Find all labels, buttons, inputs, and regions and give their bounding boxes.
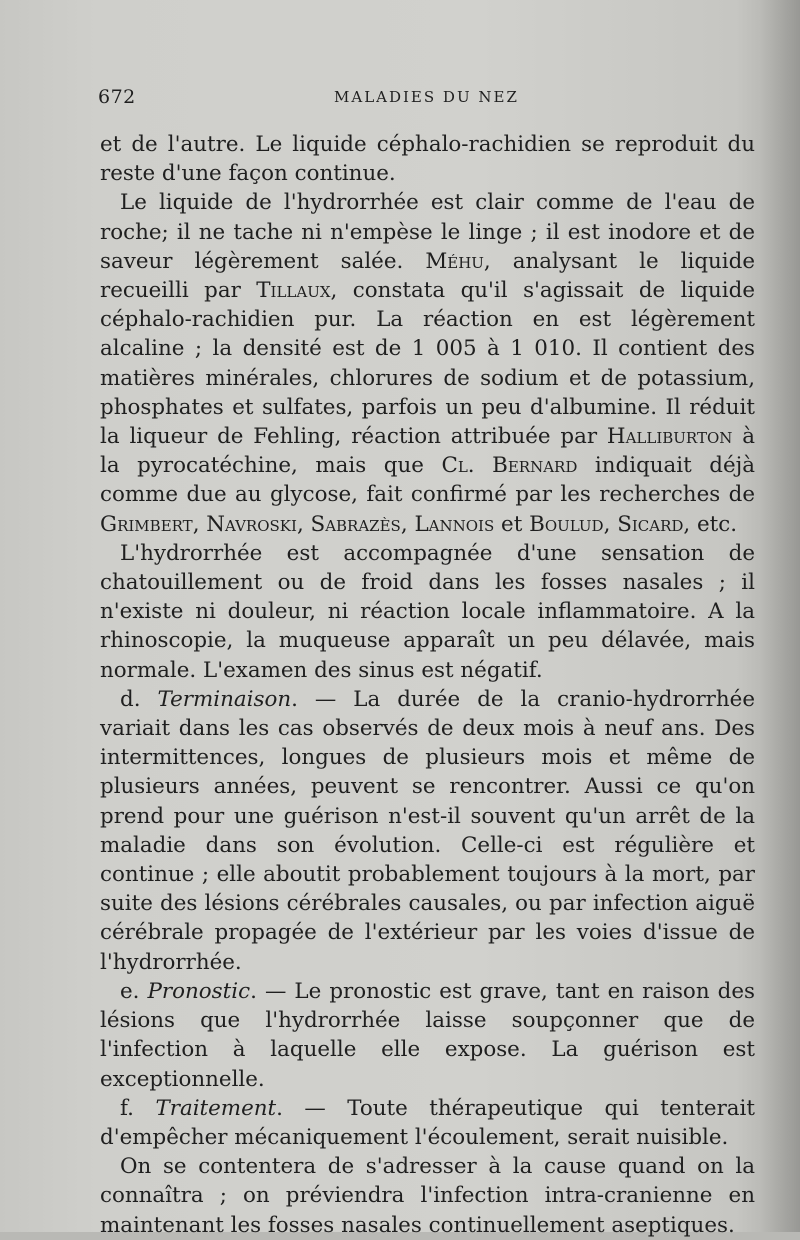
paragraph-p7 <box>100 1152 755 1240</box>
running-title: MALADIES DU NEZ <box>334 88 519 106</box>
text-run: . — La durée de la cranio-hydrorrhée variait dans les cas observés de deux mois à neuf ans. Des intermittences, longues de plusieurs mois et même de plusieurs années, peuvent se rencontrer. Aussi ce qu'on prend pour une guérison n'est-il souvent qu'un arrêt de la maladie dans son évolution. Celle-ci est régulière et continue ; elle aboutit probablement toujours à la mort, par suite des lésions cérébrales causales, ou par infection aiguë cérébrale propagée de l'extérieur par les voies d'issue de l'hydrorrhée. <box>100 686 755 975</box>
text-run: , <box>296 511 311 537</box>
author-name: Cl. Bernard <box>441 453 578 479</box>
author-name: Tillaux <box>256 278 331 304</box>
text-run: , analysant le liquide recueilli par <box>100 248 755 304</box>
author-name: Lannois <box>414 511 495 537</box>
author-name: Sicard <box>617 511 684 537</box>
paragraph-p3 <box>100 539 755 685</box>
paragraph-p4 <box>100 685 755 977</box>
author-name: Grimbert <box>100 511 193 537</box>
text-run: , <box>603 511 618 537</box>
section-heading: Traitement <box>155 1095 277 1121</box>
text-run: On se contentera de s'adresser à la cause quand on la connaîtra ; on préviendra l'infection intra-cranienne en maintenant les fosses nasales continuellement aseptiques. <box>100 1154 755 1238</box>
text-run: d. <box>120 686 158 712</box>
text-run: . — Le pronostic est grave, tant en raison des lésions que l'hydrorrhée laisse soupçonner que de l'infection à laquelle elle expose. La guérison est exceptionnelle. <box>100 978 755 1092</box>
page-number: 672 <box>98 86 136 108</box>
paragraph-p2 <box>100 188 755 538</box>
text-run: indiquait déjà comme due au glycose, fait confirmé par les recherches de <box>100 453 756 508</box>
author-name: Navroski <box>206 511 297 537</box>
paragraph-p5 <box>100 977 755 1094</box>
author-name: Sabrazès <box>310 511 401 537</box>
paragraph-p1 <box>100 130 755 188</box>
page-header <box>98 86 753 116</box>
text-run: et <box>494 511 530 537</box>
author-name: Méhu <box>425 248 484 274</box>
text-run: e. <box>120 978 148 1004</box>
text-run: , etc. <box>683 511 738 537</box>
author-name: Boulud <box>529 511 604 537</box>
text-run: L'hydrorrhée est accompagnée d'une sensation de chatouillement ou de froid dans les fosses nasales ; il n'existe ni douleur, ni réaction locale inflammatoire. A la rhinoscopie, la muqueuse apparaît un peu délavée, mais normale. L'examen des sinus est négatif. <box>100 540 755 683</box>
page-gutter-shadow <box>760 0 800 1232</box>
text-run: Le liquide de l'hydrorrhée est clair comme de l'eau de roche; il ne tache ni n'empèse le linge ; il est inodore et de saveur légèrement salée. <box>100 190 755 274</box>
author-name: Halliburton <box>606 424 733 450</box>
text-run: , <box>400 511 415 537</box>
section-heading: Pronostic <box>147 978 251 1004</box>
paragraph-p6 <box>100 1094 755 1152</box>
text-run: à la pyrocatéchine, mais que <box>100 424 755 479</box>
text-run: f. <box>120 1095 156 1121</box>
text-run: , <box>192 511 207 537</box>
text-run: , constata qu'il s'agissait de liquide céphalo-rachidien pur. La réaction en est légèrement alcaline ; la densité est de 1 005 à 1 010. Il contient des matières minérales, chlorures de sodium et de potassium, phosphates et sulfates, parfois un peu d'albumine. Il réduit la liqueur de Fehling, réaction attribuée par <box>100 278 755 450</box>
body-text <box>100 130 755 1240</box>
text-run: . — Toute thérapeutique qui tenterait d'empêcher mécaniquement l'écoulement, serait nuisible. <box>100 1095 755 1150</box>
section-heading: Terminaison <box>157 686 292 712</box>
text-run: et de l'autre. Le liquide céphalo-rachidien se reproduit du reste d'une façon continue. <box>100 132 755 187</box>
